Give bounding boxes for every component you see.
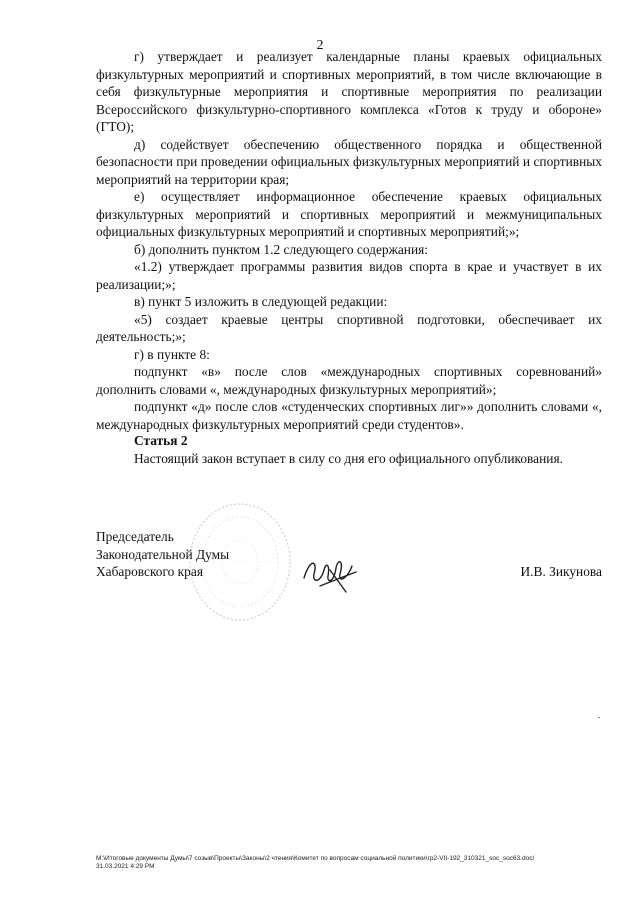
- paragraph: г) утверждает и реализует календарные планы краевых официальных физкультурных мероприятий и спортивных мероприятий, в том числе включающие в себя физкультурные мероприятия и спортивные мероприятия по реализации Всероссийского физкультурно-спортивного комплекса «Готов к труду и обороне» (ГТО);: [96, 49, 602, 134]
- paragraph: б) дополнить пунктом 1.2 следующего содержания:: [134, 241, 428, 257]
- article-title: Статья 2: [134, 433, 188, 448]
- file-date: 31.03.2021 4:29 PM: [96, 863, 155, 870]
- paragraph: в) пункт 5 изложить в следующей редакции:: [134, 294, 388, 309]
- scan-mark: [598, 717, 600, 718]
- document-body: [96, 48, 602, 433]
- paragraph: д) содействует обеспечению общественного порядка и общественной безопасности при проведении официальных физкультурных мероприятий и спортивных мероприятий на территории края;: [96, 136, 602, 187]
- signer-title-line: Законодательной Думы: [96, 546, 230, 562]
- file-footer: [96, 855, 602, 871]
- paragraph: «5) создает краевые центры спортивной подготовки, обеспечивает их деятельность;»;: [96, 311, 602, 344]
- paragraph: г) в пункте 8:: [134, 346, 210, 362]
- article-text: Настоящий закон вступает в силу со дня его официального опубликования.: [134, 450, 563, 466]
- signature-block: [96, 528, 602, 581]
- signer-title-line: Хабаровского края: [96, 564, 203, 579]
- page-number: 2: [316, 38, 324, 53]
- paragraph: «1.2) утверждает программы развития видов спорта в крае и участвует в их реализации;»;: [96, 259, 602, 292]
- signer-name: И.В. Зикунова: [520, 564, 602, 579]
- file-path: M:\Итоговые документы Думы\7 созыв\Проекты\Законы\2 чтения\Комитет по вопросам социальной политики\гр2-VII-192_310321_soc_soc63.doc/: [96, 855, 535, 862]
- paragraph: е) осуществляет информационное обеспечение краевых официальных физкультурных мероприятий и спортивных мероприятий и межмуниципальных официальных физкультурных мероприятий и спортивных мероприятий;»;: [96, 189, 602, 239]
- paragraph: подпункт «д» после слов «студенческих спортивных лиг»» дополнить словами «, международных физкультурных мероприятий среди студентов».: [96, 399, 602, 432]
- paragraph: подпункт «в» после слов «международных спортивных соревнований» дополнить словами «, международных физкультурных мероприятий»;: [96, 364, 602, 397]
- article-2: [96, 432, 602, 467]
- signer-title-line: Председатель: [96, 529, 174, 544]
